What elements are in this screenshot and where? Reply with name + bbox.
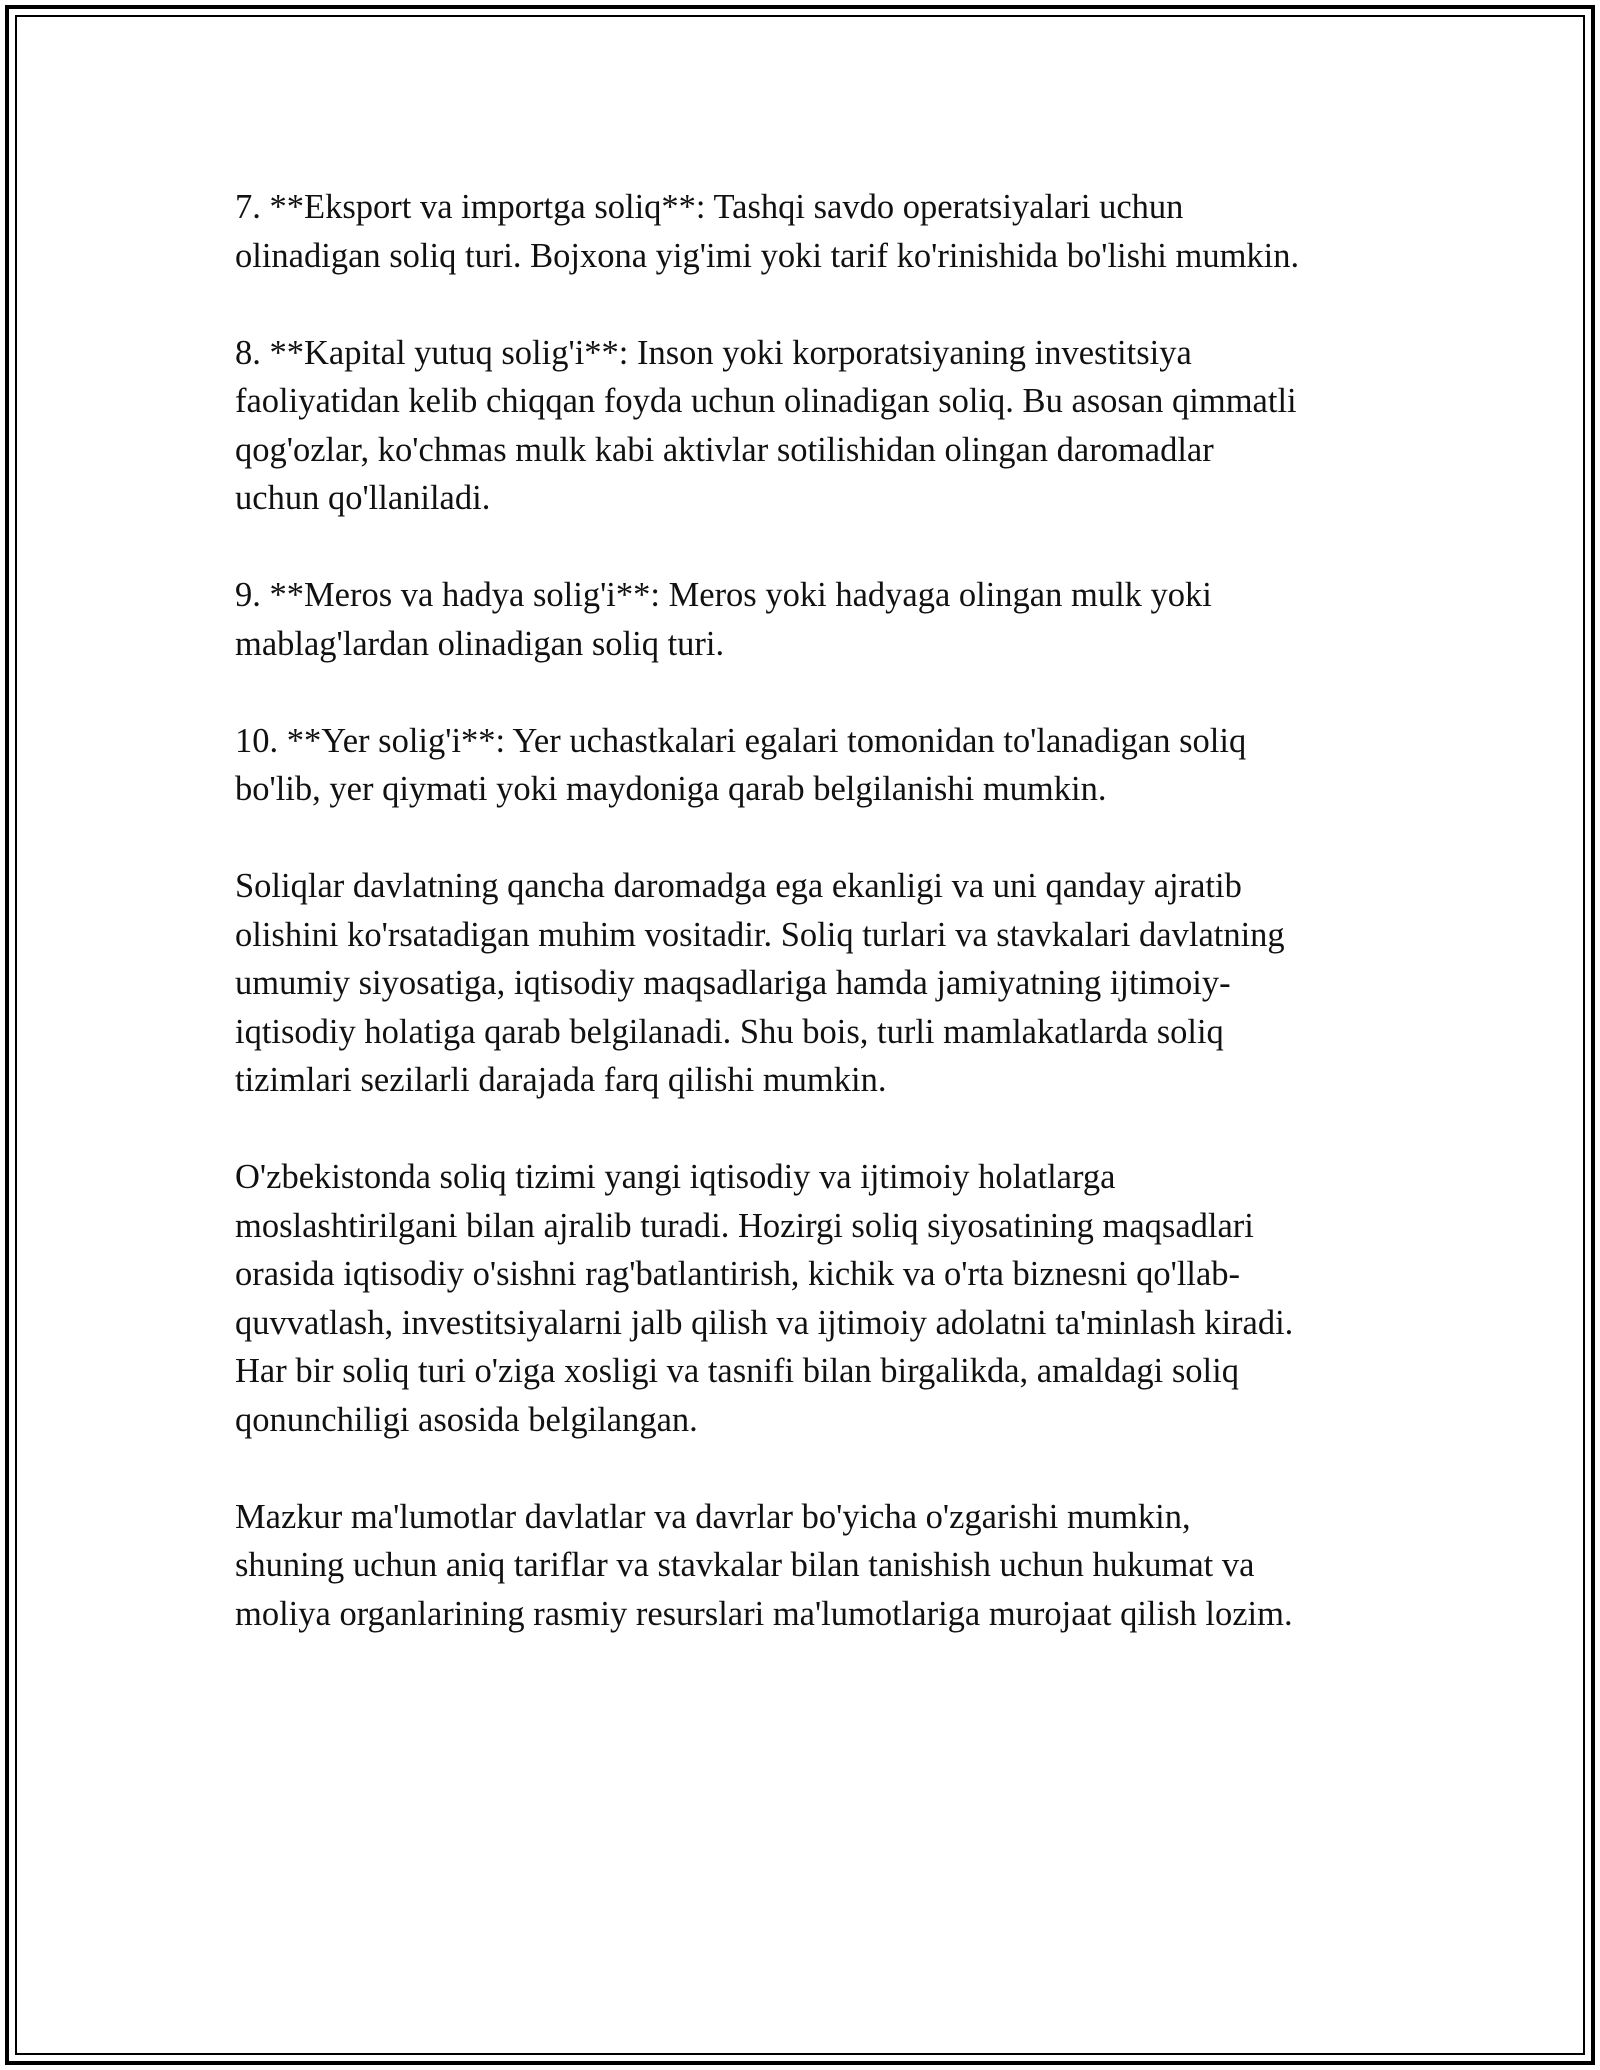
paragraph-inheritance-gift-tax — [235, 571, 1395, 668]
document-body — [235, 183, 1395, 1638]
text-line: 10. **Yer solig'i**: Yer uchastkalari egalari tomonidan to'lanadigan soliq — [235, 721, 1247, 760]
text-line: Mazkur ma'lumotlar davlatlar va davrlar bo'yicha o'zgarishi mumkin, — [235, 1497, 1191, 1536]
paragraph-uzbekistan-tax-system — [235, 1153, 1395, 1444]
paragraph-capital-gains-tax — [235, 329, 1395, 523]
text-line: bo'lib, yer qiymati yoki maydoniga qarab belgilanishi mumkin. — [235, 770, 1107, 808]
text-line: Soliqlar davlatning qancha daromadga ega ekanligi va uni qanday ajratib — [235, 867, 1242, 905]
text-line: tizimlari sezilarli darajada farq qilishi mumkin. — [235, 1061, 887, 1099]
text-line: olishini ko'rsatadigan muhim vositadir. Soliq turlari va stavkalari davlatning — [235, 915, 1285, 954]
text-line: orasida iqtisodiy o'sishni rag'batlantirish, kichik va o'rta biznesni qo'llab- — [235, 1255, 1241, 1293]
text-line: umumiy siyosatiga, iqtisodiy maqsadlariga hamda jamiyatning ijtimoiy- — [235, 964, 1231, 1002]
paragraph-land-tax — [235, 717, 1395, 814]
paragraph-export-import-tax — [235, 183, 1395, 280]
text-line: uchun qo'llaniladi. — [235, 479, 491, 517]
text-line: shuning uchun aniq tariflar va stavkalar bilan tanishish uchun hukumat va — [235, 1546, 1255, 1584]
text-line: moslashtirilgani bilan ajralib turadi. Hozirgi soliq siyosatining maqsadlari — [235, 1206, 1254, 1245]
paragraph-taxes-summary — [235, 862, 1395, 1105]
text-line: moliya organlarining rasmiy resurslari ma'lumotlariga murojaat qilish lozim. — [235, 1594, 1293, 1633]
text-line: iqtisodiy holatiga qarab belgilanadi. Shu bois, turli mamlakatlarda soliq — [235, 1012, 1224, 1051]
text-line: 8. **Kapital yutuq solig'i**: Inson yoki korporatsiyaning investitsiya — [235, 333, 1192, 372]
text-line: quvvatlash, investitsiyalarni jalb qilish va ijtimoiy adolatni ta'minlash kiradi. — [235, 1303, 1294, 1342]
text-line: mablag'lardan olinadigan soliq turi. — [235, 624, 725, 663]
text-line: olinadigan soliq turi. Bojxona yig'imi yoki tarif ko'rinishida bo'lishi mumkin. — [235, 236, 1300, 275]
paragraph-disclaimer — [235, 1493, 1395, 1639]
text-line: Har bir soliq turi o'ziga xosligi va tasnifi bilan birgalikda, amaldagi soliq — [235, 1352, 1239, 1390]
text-line: faoliyatidan kelib chiqqan foyda uchun olinadigan soliq. Bu asosan qimmatli — [235, 382, 1297, 420]
text-line: 7. **Eksport va importga soliq**: Tashqi savdo operatsiyalari uchun — [235, 188, 1184, 226]
text-line: O'zbekistonda soliq tizimi yangi iqtisodiy va ijtimoiy holatlarga — [235, 1158, 1116, 1196]
text-line: 9. **Meros va hadya solig'i**: Meros yoki hadyaga olingan mulk yoki — [235, 576, 1212, 614]
text-line: qonunchiligi asosida belgilangan. — [235, 1400, 698, 1439]
text-line: qog'ozlar, ko'chmas mulk kabi aktivlar sotilishidan olingan daromadlar — [235, 430, 1214, 469]
